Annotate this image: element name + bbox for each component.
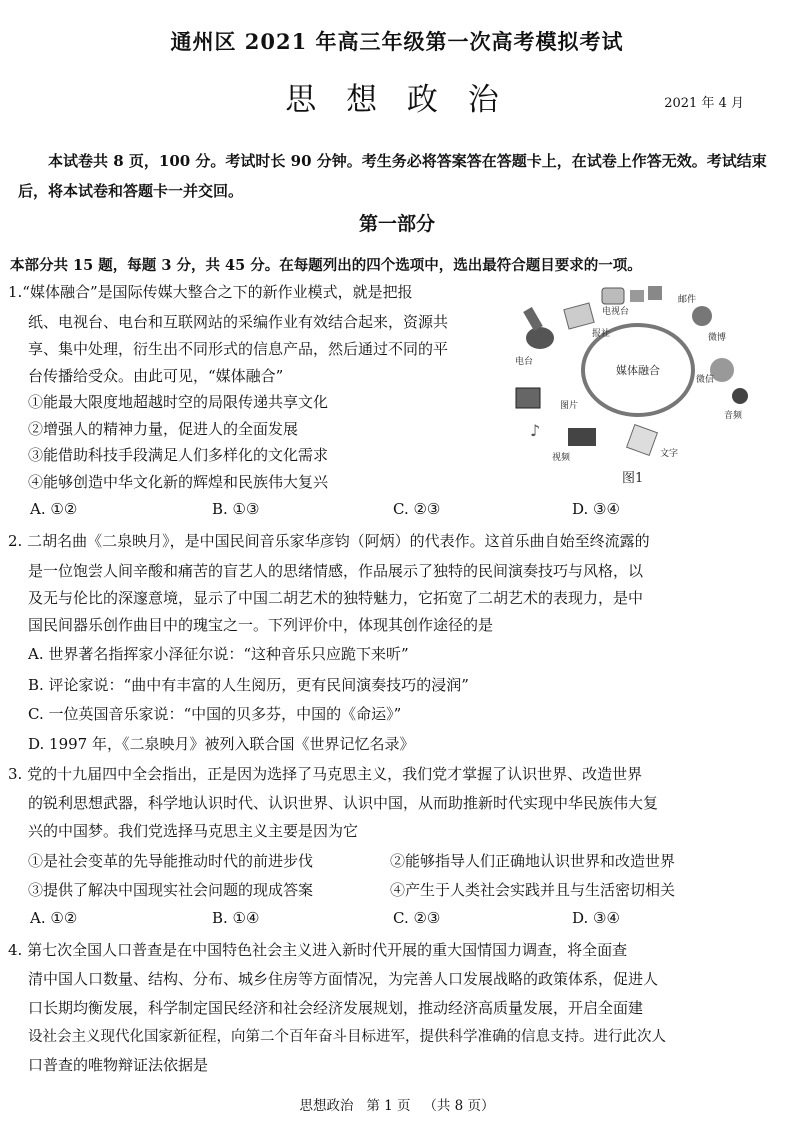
label-email: 邮件 (678, 295, 697, 305)
q4-line: 口普查的唯物辩证法依据是 (28, 1056, 209, 1074)
media-fusion-figure (510, 278, 785, 488)
weibo-icon (692, 306, 712, 326)
label-tv: 电视台 (602, 307, 630, 317)
media-fusion-diagram (510, 278, 785, 488)
q1-line: 纸、电视台、电台和互联网站的采编作业有效结合起来，资源共 (28, 313, 449, 331)
exam-date: 2021 年 4 月 (664, 96, 744, 111)
label-wechat: 微信 (696, 375, 715, 385)
q3-option-b: B. ①④ (212, 909, 260, 927)
label-audio: 音频 (724, 411, 743, 421)
q2-line: 2. 二胡名曲《二泉映月》，是中国民间音乐家华彦钧（阿炳）的代表作。这首乐曲自始至终流露的 (8, 532, 650, 550)
mail-icon (630, 290, 644, 302)
q4-line: 口长期均衡发展，科学制定国民经济和社会经济发展规划，推动经济高质量发展，开启全面建 (28, 999, 644, 1017)
q2-line: 是一位饱尝人间辛酸和痛苦的盲艺人的思绪情感，作品展示了独特的民间演奏技巧与风格，以 (28, 562, 644, 580)
label-radio: 电台 (515, 357, 534, 367)
label-picture: 图片 (560, 401, 579, 411)
label-newspaper: 报社 (592, 329, 611, 339)
q4-line: 设社会主义现代化国家新征程，向第二个百年奋斗目标进军，提供科学准确的信息支持。进行此次人 (28, 1029, 666, 1045)
q3-item: ①是社会变革的先导能推动时代的前进步伐 (28, 852, 314, 870)
q2-option-a: A. 世界著名指挥家小泽征尔说：“这种音乐只应跪下来听” (28, 645, 409, 663)
tv-icon (602, 288, 624, 304)
note-icon: ♪ (530, 421, 541, 440)
exam-notice: 本试卷共 8 页，100 分。考试时长 90 分钟。考生务必将答案答在答题卡上，在试卷上作答无效。考试结束后，将本试卷和答题卡一并交回。 (18, 152, 767, 200)
page-footer: 思想政治 第 1 页 （共 8 页） (299, 1098, 495, 1114)
q3-line: 的锐利思想武器，科学地认识时代、认识世界、认识中国，从而助推新时代实现中华民族伟大复 (28, 794, 659, 812)
picture-icon (516, 388, 540, 408)
q3-option-c: C. ②③ (393, 909, 441, 927)
figure-caption: 图1 (622, 471, 644, 486)
part-intro: 本部分共 15 题，每题 3 分，共 45 分。在每题列出的四个选项中，选出最符合题目要求的一项。 (10, 257, 642, 274)
q1-line: 享、集中处理，衍生出不同形式的信息产品，然后通过不同的平 (28, 340, 449, 358)
q2-option-c: C. 一位英国音乐家说：“中国的贝多芬，中国的《命运》” (28, 705, 402, 723)
q3-line: 兴的中国梦。我们党选择马克思主义主要是因为它 (28, 822, 359, 840)
fusion-center-label: 媒体融合 (616, 364, 660, 377)
part-title: 第一部分 (358, 213, 435, 235)
q2-option-b: B. 评论家说：“曲中有丰富的人生阅历，更有民间演奏技巧的浸润” (28, 676, 469, 694)
q4-line: 4. 第七次全国人口普查是在中国特色社会主义进入新时代开展的重大国情国力调查，将全面查 (8, 941, 628, 959)
q3-line: 3. 党的十九届四中全会指出，正是因为选择了马克思主义，我们党才掌握了认识世界、改造世界 (8, 765, 643, 783)
q1-option-d: D. ③④ (572, 500, 620, 518)
document-icon (627, 425, 658, 456)
q3-option-a: A. ①② (30, 909, 78, 927)
video-icon (568, 428, 596, 446)
q3-item: ④产生于人类社会实践并且与生活密切相关 (390, 881, 676, 899)
q1-item: ④能够创造中华文化新的辉煌和民族伟大复兴 (28, 473, 329, 491)
q3-option-d: D. ③④ (572, 909, 620, 927)
q3-item: ③提供了解决中国现实社会问题的现成答案 (28, 881, 314, 899)
q1-line: 台传播给受众。由此可见，“媒体融合” (28, 367, 284, 385)
subject-title: 思 想 政 治 (285, 82, 509, 118)
q2-line: 国民间器乐创作曲目中的瑰宝之一。下列评价中，体现其创作途径的是 (28, 616, 494, 634)
newspaper-icon (564, 303, 594, 329)
q1-item: ②增强人的精神力量，促进人的全面发展 (28, 420, 299, 438)
film-icon (523, 307, 543, 331)
q1-line: 1.“媒体融合”是国际传媒大整合之下的新作业模式，就是把报 (8, 283, 413, 301)
email-icon (648, 286, 662, 300)
exam-title: 通州区 2021 年高三年级第一次高考模拟考试 (170, 29, 624, 54)
label-text: 文字 (660, 449, 679, 459)
radio-icon (526, 327, 554, 349)
q1-item: ①能最大限度地超越时空的局限传递共享文化 (28, 393, 329, 411)
music-note-icon (732, 388, 748, 404)
q1-item: ③能借助科技手段满足人们多样化的文化需求 (28, 446, 329, 464)
q2-option-d: D. 1997 年，《二泉映月》被列入联合国《世界记忆名录》 (28, 735, 415, 753)
q3-item: ②能够指导人们正确地认识世界和改造世界 (390, 852, 676, 870)
label-weibo: 微博 (708, 333, 727, 343)
q1-option-c: C. ②③ (393, 500, 441, 518)
q1-option-a: A. ①② (30, 500, 78, 518)
q4-line: 清中国人口数量、结构、分布、城乡住房等方面情况，为完善人口发展战略的政策体系，促进人 (28, 970, 659, 988)
q1-option-b: B. ①③ (212, 500, 260, 518)
q2-line: 及无与伦比的深邃意境，显示了中国二胡艺术的独特魅力，它拓宽了二胡艺术的表现力，是中 (28, 589, 644, 607)
label-video: 视频 (552, 453, 571, 463)
